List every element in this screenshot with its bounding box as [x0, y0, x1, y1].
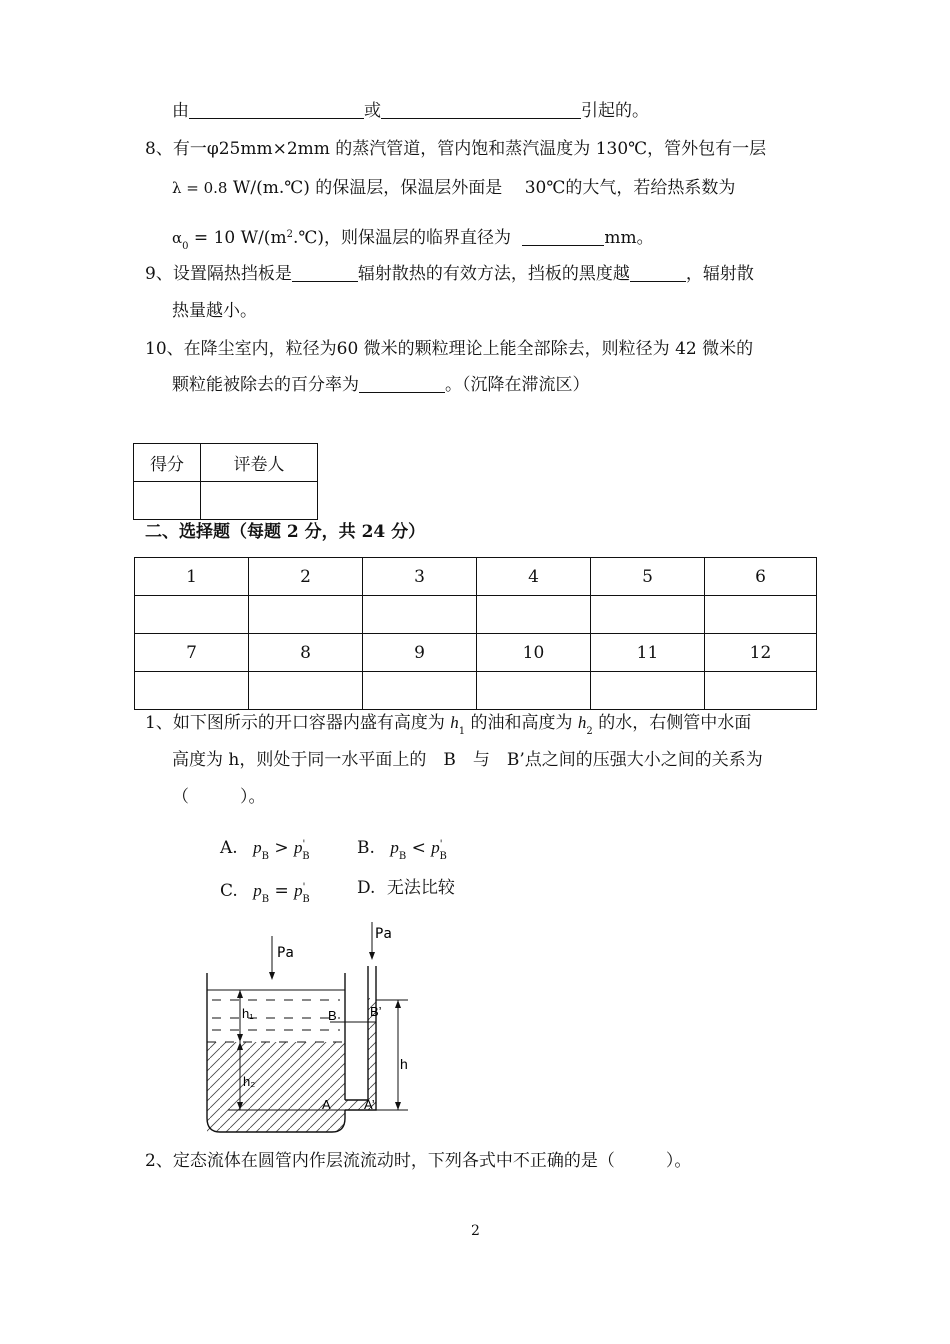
h-arrow-bottom	[395, 1102, 401, 1110]
pa-arrowhead-2	[369, 952, 375, 960]
answer-num-8: 8	[249, 634, 363, 672]
pipe-inner-wall	[345, 966, 368, 1100]
answer-cell[interactable]	[705, 672, 817, 710]
c1-option-d[interactable]	[357, 877, 455, 899]
option-c-p1: p	[253, 881, 262, 900]
q8-lambda: λ = 0.8	[172, 179, 228, 197]
answer-num-6: 6	[705, 558, 817, 596]
c1-option-b[interactable]	[357, 834, 447, 868]
container-diagram	[200, 918, 430, 1138]
answer-num-12: 12	[705, 634, 817, 672]
option-c-prime: '	[302, 882, 306, 893]
q8-unit-sup: 2	[286, 229, 293, 240]
point-a-prime: A’	[364, 1097, 375, 1112]
q9-line2: 热量越小。	[172, 301, 257, 321]
option-a-p2: p	[294, 838, 303, 857]
answer-num-11: 11	[591, 634, 705, 672]
q8-unit-b: .℃)，则保温层的临界直径为	[292, 228, 511, 248]
grader-header: 评卷人	[201, 444, 318, 482]
option-b-prime: '	[439, 839, 443, 850]
answer-num-7: 7	[135, 634, 249, 672]
point-b: B	[328, 1008, 337, 1023]
q9-blank-1[interactable]	[292, 263, 358, 282]
q8-alpha-sub: 0	[182, 241, 189, 252]
pa-arrowhead-1	[269, 972, 275, 980]
q8-line3	[172, 224, 654, 258]
h1-arrow-bottom	[237, 1034, 243, 1042]
c1-a: 1、如下图所示的开口容器内盛有高度为	[145, 713, 445, 733]
answer-cell[interactable]	[135, 672, 249, 710]
page-number: 2	[471, 1223, 480, 1239]
c1-line1	[145, 712, 751, 743]
option-a-sub2: B	[302, 851, 310, 862]
answer-cell[interactable]	[363, 672, 477, 710]
q9-b: 辐射散热的有效方法，挡板的黑度越	[357, 264, 630, 284]
option-a-op: >	[274, 838, 289, 858]
q10-line1: 10、在降尘室内，粒径为60 微米的颗粒理论上能全部除去，则粒径为 42 微米的	[145, 339, 754, 359]
section2-title: 二、选择题（每题 2 分，共 24 分）	[145, 522, 426, 542]
q10-blank[interactable]	[359, 374, 445, 393]
option-a-label: A.	[220, 838, 238, 858]
answer-num-10: 10	[477, 634, 591, 672]
answer-cell[interactable]	[591, 596, 705, 634]
q7-blank-2[interactable]	[381, 100, 581, 119]
q7-prefix: 由	[172, 101, 189, 121]
option-b-p1: p	[390, 838, 399, 857]
c2-question: 2、定态流体在圆管内作层流流动时，下列各式中不正确的是（ ）。	[145, 1151, 692, 1171]
point-b-prime: B’	[370, 1004, 382, 1019]
q8-unit-mm: mm。	[604, 228, 654, 248]
option-d-label: D.	[357, 878, 376, 898]
h-label: h	[400, 1056, 408, 1072]
answer-cell[interactable]	[477, 596, 591, 634]
c1-h1-sub: 1	[458, 726, 466, 737]
q9-a: 9、设置隔热挡板是	[145, 264, 292, 284]
c1-h1: h	[450, 713, 459, 732]
q9-c: ，辐射散	[685, 264, 754, 284]
q8-blank[interactable]	[522, 227, 604, 246]
option-c-op: =	[274, 881, 289, 901]
q7-suffix: 引起的。	[581, 101, 649, 121]
q7-tail	[172, 100, 649, 122]
h1-arrow-top	[237, 990, 243, 998]
c1-line2: 高度为 h，则处于同一水平面上的 B 与 B’点之间的压强大小之间的关系为	[172, 750, 763, 770]
point-a: A	[322, 1097, 331, 1112]
score-header: 得分	[134, 444, 201, 482]
option-b-label: B.	[357, 838, 375, 858]
q8-line1: 8、有一φ25mm×2mm 的蒸汽管道，管内饱和蒸汽温度为 130℃，管外包有一层	[145, 139, 767, 159]
option-a-prime: '	[302, 839, 306, 850]
option-b-sub2: B	[439, 851, 447, 862]
pa-label-2: Pa	[375, 926, 392, 942]
h-arrow-top	[395, 1000, 401, 1008]
pa-label-1: Pa	[277, 945, 294, 961]
option-c-sub1: B	[261, 894, 270, 905]
q8-alpha-val: = 10	[193, 228, 236, 248]
grader-cell[interactable]	[201, 482, 318, 520]
answer-num-1: 1	[135, 558, 249, 596]
option-b-p2: p	[431, 838, 440, 857]
q10-a: 颗粒能被除去的百分率为	[172, 375, 359, 395]
c1-h2: h	[577, 713, 587, 732]
q7-mid: 或	[364, 101, 381, 121]
q8-line2	[172, 177, 735, 199]
answer-cell[interactable]	[363, 596, 477, 634]
c1-b: 的油和高度为	[470, 713, 573, 733]
score-cell[interactable]	[134, 482, 201, 520]
option-d-text: 无法比较	[386, 878, 455, 898]
answer-num-3: 3	[363, 558, 477, 596]
option-b-op: <	[411, 838, 426, 858]
answer-cell[interactable]	[477, 672, 591, 710]
h2-label: h₂	[243, 1074, 256, 1089]
answer-num-2: 2	[249, 558, 363, 596]
c1-line3: （ ）。	[172, 787, 266, 807]
option-c-label: C.	[220, 881, 238, 901]
answer-table	[134, 557, 817, 710]
answer-num-9: 9	[363, 634, 477, 672]
c1-option-a[interactable]	[220, 834, 310, 868]
score-table	[133, 443, 318, 520]
h1-label: h₁	[242, 1006, 254, 1021]
water-region	[207, 1042, 345, 1132]
answer-num-5: 5	[591, 558, 705, 596]
answer-num-4: 4	[477, 558, 591, 596]
option-c-p2: p	[294, 881, 303, 900]
answer-cell[interactable]	[135, 596, 249, 634]
q9-line1	[145, 263, 754, 285]
q10-b: 。（沉降在滞流区）	[445, 375, 590, 395]
answer-cell[interactable]	[249, 672, 363, 710]
option-b-sub1: B	[398, 851, 407, 862]
q7-blank-1[interactable]	[189, 100, 364, 119]
c1-c: 的水，右侧管中水面	[598, 713, 752, 733]
option-a-sub1: B	[261, 851, 269, 862]
option-c-sub2: B	[302, 894, 310, 905]
q9-blank-2[interactable]	[630, 263, 686, 282]
answer-cell[interactable]	[591, 672, 705, 710]
option-a-p1: p	[253, 838, 262, 857]
q10-line2	[172, 374, 590, 396]
q8-alpha: α	[172, 229, 183, 247]
c1-h2-sub: 2	[586, 726, 593, 737]
answer-cell[interactable]	[249, 596, 363, 634]
q8-unit-a: W/(m	[240, 228, 287, 248]
q8-line2-text: W/(m.℃) 的保温层，保温层外面是 30℃的大气，若给热系数为	[232, 178, 736, 198]
c1-option-c[interactable]	[220, 877, 310, 911]
answer-cell[interactable]	[705, 596, 817, 634]
